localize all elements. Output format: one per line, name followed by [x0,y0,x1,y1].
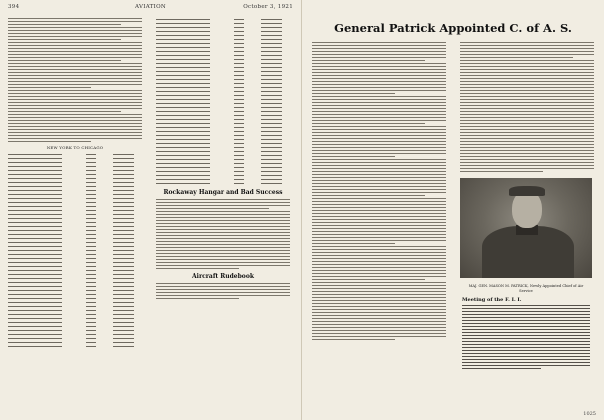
schedule-table-continued [156,18,290,185]
article-text-col1 [312,42,446,340]
section-heading-hangar: Rockaway Hangar and Bad Success [163,189,283,196]
article-text-col2 [460,42,594,172]
left-col1-text-block [8,18,142,142]
portrait-photo [460,178,592,278]
left-running-head [8,4,293,14]
caption-text: MAJ. GEN. MASON M. PATRICK, Newly Appointed Chief of Air Service [468,284,584,293]
left-column-2 [156,18,290,301]
section-heading-rudebook: Aircraft Rudebook [192,273,254,280]
right-page [302,0,604,420]
left-page-number: 394 [8,4,20,10]
right-column-1 [312,42,446,342]
hangar-text [156,199,290,269]
section-label-meeting: Meeting of the F. I. I. [462,297,522,303]
meeting-text [462,305,590,369]
rudebook-text [156,283,290,299]
left-date: October 3, 1921 [243,4,293,10]
schedule-table [8,153,142,348]
article-title: General Patrick Appointed C. of A. S. [334,21,572,35]
right-folio: 1025 [583,411,596,417]
right-column-2 [460,42,594,174]
portrait-caption [462,284,590,371]
left-column-1 [8,18,142,349]
table-title: NEW YORK TO CHICAGO [46,145,104,150]
left-running-title: AVIATION [134,4,167,10]
